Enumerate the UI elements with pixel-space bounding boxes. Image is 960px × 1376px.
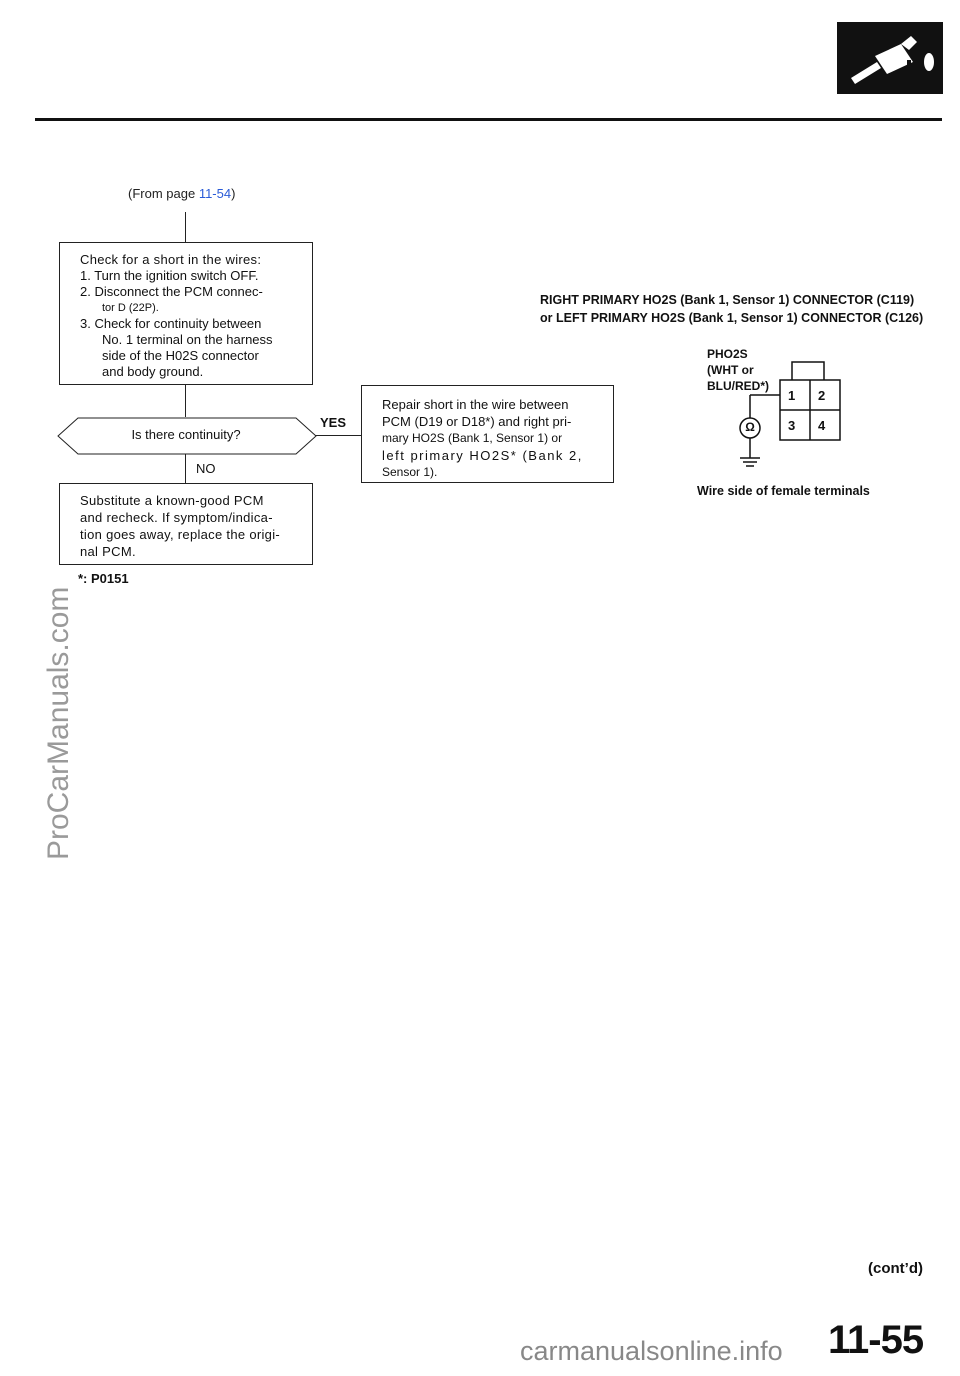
- flow-line: [313, 435, 361, 436]
- terminal-2: 2: [818, 388, 826, 403]
- terminal-3: 3: [788, 418, 796, 433]
- repair-line: mary HO2S (Bank 1, Sensor 1) or: [382, 431, 563, 445]
- no-label: NO: [196, 461, 216, 476]
- header-rule: [35, 118, 942, 121]
- fuel-nozzle-icon: [837, 22, 943, 94]
- decision-question: Is there continuity?: [131, 427, 241, 442]
- repair-line: left primary HO2S* (Bank 2,: [382, 448, 583, 463]
- from-page-ref: (From page 11-54): [128, 186, 236, 201]
- step-3-cont: No. 1 terminal on the harness: [102, 332, 273, 347]
- connector-caption: Wire side of female terminals: [697, 484, 870, 498]
- flow-line: [185, 454, 186, 483]
- wire-label-line2: (WHT or: [707, 363, 754, 377]
- page-link[interactable]: 11-54: [198, 186, 232, 201]
- bottom-watermark: carmanualsonline.info: [520, 1336, 783, 1366]
- step-2: 2. Disconnect the PCM connec-: [80, 284, 263, 299]
- substitute-line: tion goes away, replace the origi-: [80, 527, 281, 542]
- terminal-4: 4: [818, 418, 826, 433]
- ohm-symbol: Ω: [745, 420, 755, 434]
- step-3-cont: side of the H02S connector: [102, 348, 259, 363]
- step-3-cont: and body ground.: [102, 364, 204, 379]
- check-title: Check for a short in the wires:: [80, 252, 262, 267]
- connector-diagram: [730, 358, 850, 473]
- flow-line: [185, 212, 186, 242]
- repair-line: Sensor 1).: [382, 465, 438, 479]
- substitute-line: and recheck. If symptom/indica-: [80, 510, 273, 525]
- yes-label: YES: [320, 415, 347, 430]
- footnote: *: P0151: [78, 571, 129, 586]
- step-3: 3. Check for continuity between: [80, 316, 262, 331]
- connector-title-line2: or LEFT PRIMARY HO2S (Bank 1, Sensor 1) CONNECTOR (C126): [540, 311, 924, 325]
- repair-box: [361, 385, 614, 483]
- check-instructions-box: [59, 242, 313, 385]
- step-1: 1. Turn the ignition switch OFF.: [80, 268, 259, 283]
- connector-title-line1: RIGHT PRIMARY HO2S (Bank 1, Sensor 1) CONNECTOR (C119): [540, 293, 915, 307]
- step-2-cont: tor D (22P).: [102, 302, 159, 314]
- page-number: 11-55: [828, 1318, 924, 1362]
- repair-line: PCM (D19 or D18*) and right pri-: [382, 414, 572, 429]
- connector-title: [540, 291, 923, 327]
- repair-line: Repair short in the wire between: [382, 397, 569, 412]
- terminal-1: 1: [788, 388, 796, 403]
- substitute-line: Substitute a known-good PCM: [80, 493, 264, 508]
- side-watermark: ProCarManuals.com: [42, 586, 75, 860]
- flow-line: [185, 385, 186, 417]
- substitute-line: nal PCM.: [80, 544, 136, 559]
- wire-label-line3: BLU/RED*): [707, 379, 769, 393]
- substitute-pcm-box: [59, 483, 313, 565]
- wire-label-line1: PHO2S: [707, 347, 748, 361]
- continued-label: (cont’d): [868, 1260, 923, 1277]
